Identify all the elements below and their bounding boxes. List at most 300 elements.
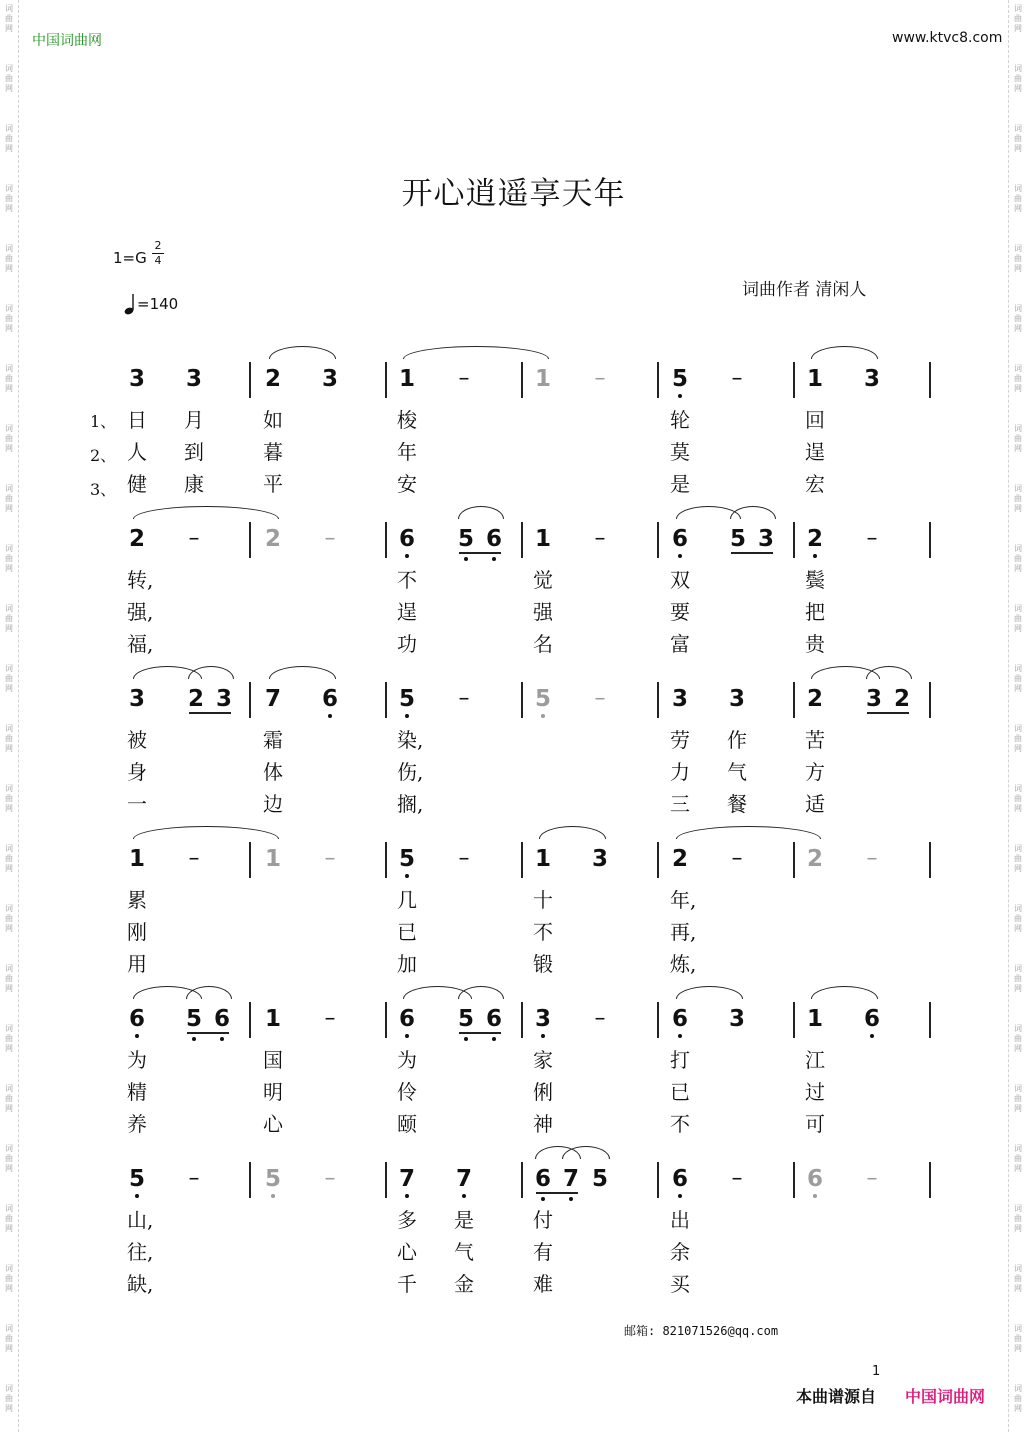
watermark-text: 词 曲 网 xyxy=(1014,1144,1022,1173)
barline xyxy=(793,682,795,718)
note: 6 xyxy=(399,526,415,552)
lyric-syllable: 餐 xyxy=(727,792,747,816)
slur-tie xyxy=(133,826,279,839)
lower-octave-dot xyxy=(271,1194,275,1198)
barline xyxy=(929,842,931,878)
barline xyxy=(657,522,659,558)
note: 5 xyxy=(458,526,474,552)
slur-tie xyxy=(133,506,279,519)
watermark-text: 词 曲 网 xyxy=(1014,4,1022,33)
lyric-syllable: 用 xyxy=(127,952,147,976)
note: 5 xyxy=(672,366,688,392)
barline xyxy=(249,1162,251,1198)
slur-tie xyxy=(866,666,912,679)
lower-octave-dot xyxy=(541,1034,545,1038)
note: 2 xyxy=(188,686,205,712)
lower-octave-dot xyxy=(462,1194,466,1198)
note: 3 xyxy=(129,366,146,392)
lower-octave-dot xyxy=(541,714,545,718)
watermark-text: 词 曲 网 xyxy=(1014,844,1022,873)
watermark-text: 词 曲 网 xyxy=(5,304,13,333)
lyric-syllable: 日 xyxy=(127,408,147,432)
lower-octave-dot xyxy=(135,1034,139,1038)
note: 5 xyxy=(730,526,747,552)
sustain-dash: – xyxy=(866,526,878,551)
barline xyxy=(385,842,387,878)
lyric-syllable: 逞 xyxy=(805,440,825,464)
slur-tie xyxy=(458,986,504,999)
lyric-syllable: 明 xyxy=(263,1080,283,1104)
watermark-text: 词 曲 网 xyxy=(5,1324,13,1353)
barline xyxy=(929,362,931,398)
barline xyxy=(249,842,251,878)
slur-tie xyxy=(403,346,549,359)
watermark-text: 词 曲 网 xyxy=(5,1204,13,1233)
lower-octave-dot xyxy=(405,554,409,558)
note: 5 xyxy=(399,846,415,872)
watermark-text: 词 曲 网 xyxy=(1014,1324,1022,1353)
barline xyxy=(249,682,251,718)
note: 7 xyxy=(399,1166,415,1192)
barline xyxy=(657,362,659,398)
lyric-syllable: 梭 xyxy=(397,408,417,432)
note: 5 xyxy=(186,1006,202,1032)
barline xyxy=(657,1002,659,1038)
lower-octave-dot xyxy=(541,1197,545,1201)
note: 3 xyxy=(866,686,883,712)
eighth-beam xyxy=(867,712,909,714)
lower-octave-dot xyxy=(135,1194,139,1198)
lyric-syllable: 强 xyxy=(533,600,553,624)
lyric-syllable: 方 xyxy=(805,760,825,784)
verse-number-3: 3、 xyxy=(90,480,117,499)
lyric-syllable: 鬓 xyxy=(805,568,825,592)
barline xyxy=(385,362,387,398)
watermark-text: 词 曲 网 xyxy=(1014,964,1022,993)
eighth-beam xyxy=(459,1032,501,1034)
watermark-text: 词 曲 网 xyxy=(5,364,13,393)
note: 1 xyxy=(265,1006,282,1032)
lyric-syllable: 如 xyxy=(263,408,283,432)
lower-octave-dot xyxy=(492,557,496,561)
barline xyxy=(793,1162,795,1198)
lyric-syllable: 逞 xyxy=(397,600,417,624)
lyric-syllable: 是 xyxy=(670,472,690,496)
lower-octave-dot xyxy=(405,874,409,878)
slur-tie xyxy=(811,986,878,999)
lyric-syllable: 往, xyxy=(127,1240,154,1264)
watermark-text: 词 曲 网 xyxy=(5,1264,13,1293)
lyric-syllable: 有 xyxy=(533,1240,553,1264)
lyric-syllable: 搁, xyxy=(397,792,424,816)
lyric-syllable: 作 xyxy=(727,728,747,752)
lower-octave-dot xyxy=(464,557,468,561)
note: 2 xyxy=(807,526,823,552)
note: 3 xyxy=(758,526,775,552)
note: 6 xyxy=(864,1006,880,1032)
watermark-text: 词 曲 网 xyxy=(1014,424,1022,453)
lyric-syllable: 心 xyxy=(263,1112,283,1136)
barline xyxy=(249,1002,251,1038)
barline xyxy=(929,1002,931,1038)
lyric-syllable: 名 xyxy=(533,632,553,656)
lyric-syllable: 边 xyxy=(263,792,283,816)
source-site-link[interactable]: 中国词曲网 xyxy=(905,1387,986,1406)
lower-octave-dot xyxy=(813,554,817,558)
note: 6 xyxy=(807,1166,823,1192)
site-name-left[interactable]: 中国词曲网 xyxy=(32,33,102,49)
note: 7 xyxy=(265,686,282,712)
lyric-syllable: 俐 xyxy=(533,1080,553,1104)
note: 2 xyxy=(672,846,689,872)
slur-tie xyxy=(269,346,336,359)
lyric-syllable: 年, xyxy=(670,888,697,912)
lower-octave-dot xyxy=(328,714,332,718)
watermark-text: 词 曲 网 xyxy=(5,484,13,513)
lyric-syllable: 劳 xyxy=(670,728,690,752)
lyric-syllable: 国 xyxy=(263,1048,283,1072)
lyric-syllable: 神 xyxy=(533,1112,553,1136)
note: 1 xyxy=(807,366,824,392)
lyric-syllable: 染, xyxy=(397,728,424,752)
lyric-syllable: 累 xyxy=(127,888,147,912)
lower-octave-dot xyxy=(678,1034,682,1038)
quarter-note-icon xyxy=(124,292,136,320)
song-title: 开心逍遥享天年 xyxy=(401,176,626,212)
barline xyxy=(657,842,659,878)
barline xyxy=(521,522,523,558)
barline xyxy=(657,1162,659,1198)
lyric-syllable: 刚 xyxy=(127,920,147,944)
watermark-text: 词 曲 网 xyxy=(5,544,13,573)
watermark-text: 词 曲 网 xyxy=(5,64,13,93)
sustain-dash: – xyxy=(731,846,743,871)
note: 6 xyxy=(129,1006,145,1032)
lyric-syllable: 伶 xyxy=(397,1080,417,1104)
lyric-syllable: 颐 xyxy=(397,1112,417,1136)
watermark-text: 词 曲 网 xyxy=(5,904,13,933)
lyric-syllable: 转, xyxy=(127,568,154,592)
watermark-text: 词 曲 网 xyxy=(5,1384,13,1413)
lyric-syllable: 山, xyxy=(127,1208,154,1232)
lyric-syllable: 伤, xyxy=(397,760,424,784)
lyric-syllable: 炼, xyxy=(670,952,697,976)
lyric-syllable: 轮 xyxy=(670,408,690,432)
lyric-syllable: 回 xyxy=(805,408,825,432)
sustain-dash: – xyxy=(866,846,878,871)
note: 2 xyxy=(265,526,282,552)
lyric-syllable: 富 xyxy=(670,632,690,656)
sustain-dash: – xyxy=(594,686,606,711)
note: 6 xyxy=(399,1006,415,1032)
lyric-syllable: 家 xyxy=(533,1048,553,1072)
lower-octave-dot xyxy=(405,714,409,718)
lyric-syllable: 为 xyxy=(127,1048,147,1072)
lyric-syllable: 觉 xyxy=(533,568,553,592)
note: 3 xyxy=(864,366,881,392)
lower-octave-dot xyxy=(569,1197,573,1201)
slur-tie xyxy=(186,986,232,999)
lower-octave-dot xyxy=(464,1037,468,1041)
lyric-syllable: 过 xyxy=(805,1080,825,1104)
watermark-text: 词 曲 网 xyxy=(1014,64,1022,93)
note: 2 xyxy=(894,686,911,712)
site-url-right[interactable]: www.ktvc8.com xyxy=(892,30,1003,46)
eighth-beam xyxy=(459,552,501,554)
sustain-dash: – xyxy=(594,366,606,391)
note: 1 xyxy=(129,846,146,872)
barline xyxy=(249,522,251,558)
watermark-text: 词 曲 网 xyxy=(1014,604,1022,633)
lyric-syllable: 余 xyxy=(670,1240,690,1264)
note: 7 xyxy=(563,1166,579,1192)
lower-octave-dot xyxy=(405,1034,409,1038)
slur-tie xyxy=(539,826,606,839)
note: 6 xyxy=(672,1006,688,1032)
lyric-syllable: 身 xyxy=(127,760,147,784)
note: 2 xyxy=(265,366,282,392)
lyric-syllable: 把 xyxy=(805,600,825,624)
sustain-dash: – xyxy=(188,526,200,551)
eighth-beam xyxy=(536,1192,578,1194)
lyric-syllable: 体 xyxy=(263,760,283,784)
lyric-syllable: 到 xyxy=(184,440,204,464)
lyric-syllable: 难 xyxy=(533,1272,553,1296)
watermark-text: 词 曲 网 xyxy=(5,244,13,273)
lower-octave-dot xyxy=(405,1194,409,1198)
slur-tie xyxy=(269,666,336,679)
lyric-syllable: 几 xyxy=(397,888,417,912)
slur-tie xyxy=(188,666,234,679)
lyric-syllable: 不 xyxy=(397,568,417,592)
watermark-text: 词 曲 网 xyxy=(5,1024,13,1053)
lyric-syllable: 再, xyxy=(670,920,697,944)
tempo-marking: =140 xyxy=(137,295,179,313)
watermark-text: 词 曲 网 xyxy=(5,664,13,693)
lyric-syllable: 霜 xyxy=(263,728,283,752)
watermark-text: 词 曲 网 xyxy=(1014,184,1022,213)
watermark-text: 词 曲 网 xyxy=(5,1144,13,1173)
watermark-text: 词 曲 网 xyxy=(1014,124,1022,153)
lyric-syllable: 力 xyxy=(670,760,690,784)
key-signature: 1=G xyxy=(113,249,147,267)
note: 2 xyxy=(129,526,146,552)
sustain-dash: – xyxy=(458,686,470,711)
lyric-syllable: 安 xyxy=(397,472,417,496)
note: 1 xyxy=(535,366,552,392)
barline xyxy=(521,842,523,878)
lyric-syllable: 多 xyxy=(397,1208,417,1232)
barline xyxy=(385,522,387,558)
lyric-syllable: 养 xyxy=(127,1112,147,1136)
watermark-text: 词 曲 网 xyxy=(1014,484,1022,513)
time-signature-bottom: 4 xyxy=(154,254,162,267)
lower-octave-dot xyxy=(870,1034,874,1038)
note: 1 xyxy=(399,366,416,392)
note: 6 xyxy=(672,1166,688,1192)
watermark-text: 词 曲 网 xyxy=(1014,304,1022,333)
note: 2 xyxy=(807,846,824,872)
watermark-text: 词 曲 网 xyxy=(5,964,13,993)
lyric-syllable: 千 xyxy=(397,1272,417,1296)
watermark-text: 词 曲 网 xyxy=(5,4,13,33)
lyric-syllable: 功 xyxy=(397,632,417,656)
sustain-dash: – xyxy=(324,846,336,871)
lyric-syllable: 为 xyxy=(397,1048,417,1072)
lyric-syllable: 打 xyxy=(670,1048,690,1072)
barline xyxy=(521,682,523,718)
lyric-syllable: 缺, xyxy=(127,1272,154,1296)
watermark-text: 词 曲 网 xyxy=(1014,1084,1022,1113)
watermark-text: 词 曲 网 xyxy=(5,844,13,873)
note: 3 xyxy=(729,686,746,712)
note: 6 xyxy=(214,1006,230,1032)
lyric-syllable: 不 xyxy=(670,1112,690,1136)
note: 6 xyxy=(486,526,502,552)
lyric-syllable: 锻 xyxy=(533,952,553,976)
watermark-text: 词 曲 网 xyxy=(1014,364,1022,393)
watermark-text: 词 曲 网 xyxy=(5,124,13,153)
sustain-dash: – xyxy=(594,1006,606,1031)
verse-number-1: 1、 xyxy=(90,412,117,431)
barline xyxy=(793,1002,795,1038)
sustain-dash: – xyxy=(188,1166,200,1191)
barline xyxy=(793,842,795,878)
watermark-text: 词 曲 网 xyxy=(5,724,13,753)
page-number: 1 xyxy=(872,1364,881,1379)
watermark-text: 词 曲 网 xyxy=(1014,1384,1022,1413)
note: 3 xyxy=(216,686,233,712)
watermark-text: 词 曲 网 xyxy=(1014,1024,1022,1053)
lyric-syllable: 精 xyxy=(127,1080,147,1104)
slur-tie xyxy=(730,506,776,519)
barline xyxy=(793,522,795,558)
lyric-syllable: 出 xyxy=(670,1208,690,1232)
slur-tie xyxy=(811,346,878,359)
lyric-syllable: 不 xyxy=(533,920,553,944)
note: 6 xyxy=(322,686,338,712)
sustain-dash: – xyxy=(324,1006,336,1031)
contact-email: 邮箱: 821071526@qq.com xyxy=(624,1324,779,1338)
sustain-dash: – xyxy=(324,526,336,551)
note: 5 xyxy=(265,1166,281,1192)
note: 3 xyxy=(129,686,146,712)
lyric-syllable: 福, xyxy=(127,632,154,656)
lower-octave-dot xyxy=(678,554,682,558)
lower-octave-dot xyxy=(678,1194,682,1198)
lyric-syllable: 人 xyxy=(127,440,147,464)
lyric-syllable: 已 xyxy=(670,1080,690,1104)
sustain-dash: – xyxy=(731,1166,743,1191)
eighth-beam xyxy=(189,712,231,714)
note: 7 xyxy=(456,1166,472,1192)
lyric-syllable: 买 xyxy=(670,1272,690,1296)
watermark-text: 词 曲 网 xyxy=(1014,784,1022,813)
lyric-syllable: 宏 xyxy=(805,472,825,496)
note: 1 xyxy=(535,526,552,552)
note: 6 xyxy=(535,1166,551,1192)
sustain-dash: – xyxy=(458,366,470,391)
lyric-syllable: 江 xyxy=(805,1048,825,1072)
lyric-syllable: 被 xyxy=(127,728,147,752)
eighth-beam xyxy=(187,1032,229,1034)
note: 3 xyxy=(672,686,689,712)
time-signature-top: 2 xyxy=(154,239,162,252)
note: 5 xyxy=(458,1006,474,1032)
sustain-dash: – xyxy=(458,846,470,871)
note: 1 xyxy=(265,846,282,872)
lyric-syllable: 康 xyxy=(184,472,204,496)
barline xyxy=(929,522,931,558)
note: 3 xyxy=(535,1006,551,1032)
note: 3 xyxy=(592,846,609,872)
watermark-text: 词 曲 网 xyxy=(1014,544,1022,573)
note: 6 xyxy=(672,526,688,552)
lyric-syllable: 十 xyxy=(533,888,553,912)
barline xyxy=(521,1162,523,1198)
barline xyxy=(385,1002,387,1038)
lower-octave-dot xyxy=(220,1037,224,1041)
note: 1 xyxy=(807,1006,824,1032)
watermark-text: 词 曲 网 xyxy=(1014,244,1022,273)
lyric-syllable: 贵 xyxy=(805,632,825,656)
note: 5 xyxy=(592,1166,609,1192)
lyric-syllable: 适 xyxy=(805,792,825,816)
lyric-syllable: 气 xyxy=(727,760,747,784)
verse-number-2: 2、 xyxy=(90,446,117,465)
watermark-text: 词 曲 网 xyxy=(5,604,13,633)
note: 5 xyxy=(129,1166,145,1192)
watermark-text: 词 曲 网 xyxy=(5,424,13,453)
note: 3 xyxy=(322,366,339,392)
lyric-syllable: 三 xyxy=(670,792,690,816)
lyric-syllable: 苦 xyxy=(805,728,825,752)
sustain-dash: – xyxy=(731,366,743,391)
note: 2 xyxy=(807,686,824,712)
watermark-text: 词 曲 网 xyxy=(1014,1204,1022,1233)
note: 3 xyxy=(186,366,203,392)
note: 5 xyxy=(399,686,415,712)
lower-octave-dot xyxy=(492,1037,496,1041)
barline xyxy=(657,682,659,718)
barline xyxy=(793,362,795,398)
time-signature xyxy=(152,240,164,267)
watermark-text: 词 曲 网 xyxy=(1014,664,1022,693)
sustain-dash: – xyxy=(594,526,606,551)
barline xyxy=(385,1162,387,1198)
lyric-syllable: 加 xyxy=(397,952,417,976)
lyric-syllable: 一 xyxy=(127,792,147,816)
slur-tie xyxy=(676,986,743,999)
lyric-syllable: 月 xyxy=(184,408,204,432)
barline xyxy=(929,1162,931,1198)
lyric-syllable: 要 xyxy=(670,600,690,624)
slur-tie xyxy=(458,506,504,519)
watermark-text: 词 曲 网 xyxy=(1014,904,1022,933)
watermark-text: 词 曲 网 xyxy=(5,184,13,213)
lyric-syllable: 平 xyxy=(263,472,283,496)
slur-tie xyxy=(676,826,821,839)
sustain-dash: – xyxy=(324,1166,336,1191)
lyric-syllable: 暮 xyxy=(263,440,283,464)
lyric-syllable: 强, xyxy=(127,600,154,624)
composer-credit: 词曲作者 清闲人 xyxy=(742,280,867,300)
lyric-syllable: 金 xyxy=(454,1272,474,1296)
watermark-text: 词 曲 网 xyxy=(1014,724,1022,753)
source-label: 本曲谱源自 xyxy=(796,1387,877,1406)
lyric-syllable: 双 xyxy=(670,568,690,592)
note: 1 xyxy=(535,846,552,872)
